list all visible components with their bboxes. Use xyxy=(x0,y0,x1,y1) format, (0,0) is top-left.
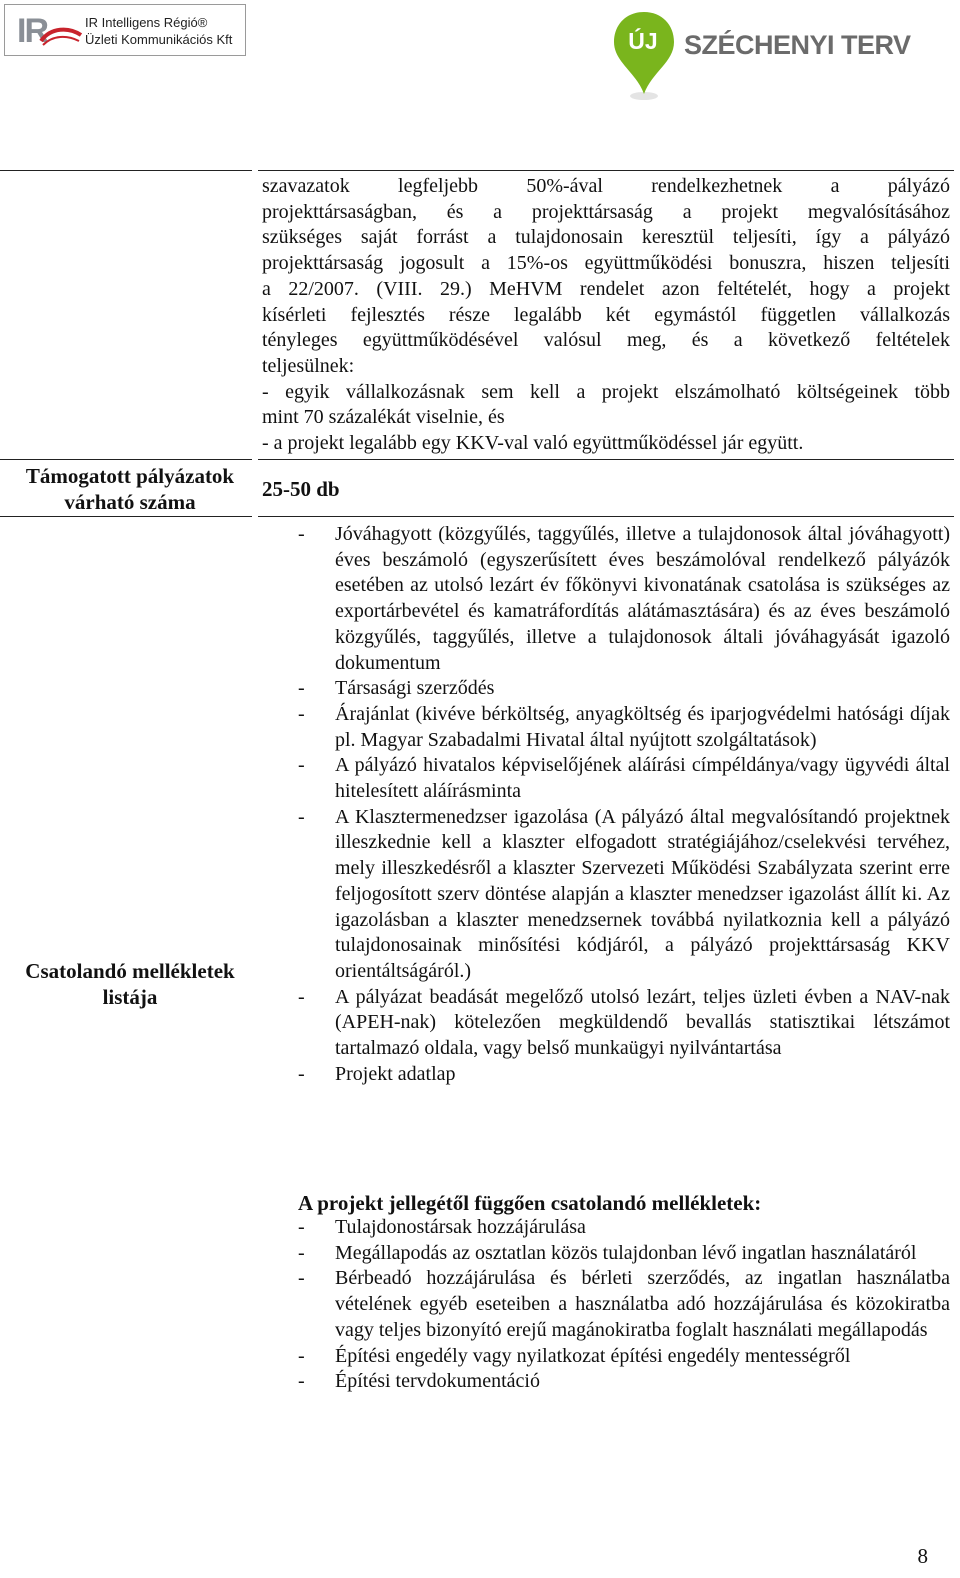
attachments-label: Csatolandó mellékletek listája xyxy=(25,959,235,1009)
list-item xyxy=(298,522,950,676)
list-dash: - xyxy=(298,985,305,1008)
intro-line: a 22/2007. (VIII. 29.) MeHVM rendelet azon feltételét, hogy a projekt xyxy=(262,277,950,300)
szechenyi-badge: ÚJ xyxy=(628,28,658,54)
ir-logo-line2: Üzleti Kommunikációs Kft xyxy=(85,32,233,47)
list-dash: - xyxy=(298,1267,305,1290)
map-pin-icon xyxy=(612,10,676,102)
conditional-attachments-list xyxy=(298,1215,950,1395)
list-item xyxy=(298,1062,950,1088)
row-divider-left-2 xyxy=(0,516,252,517)
intro-line: - egyik vállalkozásnak sem kell a projekt elszámolható költségeinek több xyxy=(262,380,950,403)
supported-count-value: 25-50 db xyxy=(262,477,340,501)
intro-line: szavazatok legfeljebb 50%-ával rendelkezhetnek a pályázó xyxy=(262,175,950,197)
list-item xyxy=(298,702,950,753)
list-dash: - xyxy=(298,1216,305,1238)
ir-logo-line1: IR Intelligens Régió® xyxy=(85,15,208,30)
intro-line: tényleges együttműködésével valósul meg, és a következő feltételek xyxy=(262,329,950,352)
intro-line: kísérleti fejlesztés része legalább két egymástól független vállalkozás xyxy=(262,303,950,326)
list-item xyxy=(298,1241,950,1267)
list-dash: - xyxy=(298,1370,305,1393)
intro-paragraph xyxy=(262,174,950,457)
list-item-text: Társasági szerződés xyxy=(335,677,495,700)
list-item xyxy=(298,1266,950,1343)
supported-count-label: Támogatott pályázatok várható száma xyxy=(25,464,235,514)
list-item xyxy=(298,985,950,1062)
intro-line: szükséges saját forrást a tulajdonosain keresztül teljesíti, így a pályázó xyxy=(262,226,950,249)
list-item-text: Projekt adatlap xyxy=(335,1062,456,1085)
list-dash: - xyxy=(298,702,305,725)
szechenyi-terv-logo xyxy=(612,10,912,102)
intro-line: - a projekt legalább egy KKV-val való együttműködéssel jár együtt. xyxy=(262,432,804,455)
list-item-text: A Klasztermenedzser igazolása (A pályázó által megvalósítandó projektnek illeszkednie kell a klaszter elfogadott stratégiájához/cselekvési tervéhez, mely illeszkedésről a klaszter Szervezeti Működési Szabályzata szerint erre feljogosított szerv döntése alapján a klaszter menedzser igazolást állít ki. Az igazolásban a klaszter menedzsernek továbbá nyilatkoznia kell a pályázó tulajdonosainak minősítési kódjáról, a pályázó projekttársaság KKV orientáltságáról.) xyxy=(335,805,950,982)
list-item-text: A pályázó hivatalos képviselőjének aláírási címpéldánya/vagy ügyvédi által hitelesített aláírásminta xyxy=(335,754,950,803)
list-item xyxy=(298,805,950,985)
ir-logo xyxy=(4,4,246,56)
list-item xyxy=(298,1344,950,1370)
table-top-rule-left xyxy=(0,170,252,171)
list-item-text: Bérbeadó hozzájárulása és bérleti szerződés, az ingatlan használatba vételének egyéb eseteiben a használatba adó hozzájárulása és közokiratba vagy teljes bizonyító erejű magánokiratba foglalt használati megállapodás xyxy=(335,1267,950,1341)
list-item-text: Jóváhagyott (közgyűlés, taggyűlés, illetve a tulajdonosok által jóváhagyott) éves beszámoló (egyszerűsített éves beszámolóval rendelkező pályázók esetében az utolsó lezárt év főkönyvi kivonatának csatolása is szükséges az exportárbevétel és kamatráfordítás alátámasztására) és az éves beszámoló közgyűlés, taggyűlés, illetve a tulajdonosok általi jóváhagyását igazoló dokumentum xyxy=(335,523,950,674)
list-dash: - xyxy=(298,523,305,545)
list-item xyxy=(298,1369,950,1395)
list-item xyxy=(298,676,950,702)
intro-line: projekttársaság jogosult a 15%-os együttműködési bonuszra, hiszen teljesíti xyxy=(262,252,950,275)
row-divider-right-1 xyxy=(258,459,954,460)
row-divider-right-2 xyxy=(258,516,954,517)
intro-line: projekttársaságban, és a projekttársaság a projekt megvalósításához xyxy=(262,200,950,223)
list-dash: - xyxy=(298,677,305,700)
list-item-text: A pályázat beadását megelőző utolsó lezárt, teljes üzleti évben a NAV-nak (APEH-nak) kötelezően megküldendő bevallás statisztikai létszámot tartalmazó oldala, vagy belső munkaügyi nyilvántartása xyxy=(335,985,950,1060)
red-swoosh-icon xyxy=(39,25,83,49)
list-item xyxy=(298,753,950,804)
list-item-text: Tulajdonostársak hozzájárulása xyxy=(335,1216,586,1238)
intro-line: mint 70 százalékát viselnie, és xyxy=(262,406,505,429)
conditional-attachments-heading: A projekt jellegétől függően csatolandó mellékletek: xyxy=(298,1191,762,1215)
szechenyi-title: SZÉCHENYI TERV xyxy=(684,30,911,60)
list-dash: - xyxy=(298,1344,305,1367)
list-item-text: Építési engedély vagy nyilatkozat építési engedély mentességről xyxy=(335,1344,851,1367)
page-number: 8 xyxy=(917,1544,928,1568)
list-dash: - xyxy=(298,1241,305,1264)
row-divider-left-1 xyxy=(0,459,252,460)
list-item-text: Építési tervdokumentáció xyxy=(335,1370,540,1393)
list-dash: - xyxy=(298,754,305,777)
list-dash: - xyxy=(298,1062,305,1085)
list-item-text: Árajánlat (kivéve bérköltség, anyagköltség és iparjogvédelmi hatósági díjak pl. Magyar Szabadalmi Hivatal által nyújtott szolgáltatások) xyxy=(335,702,950,751)
list-dash: - xyxy=(298,805,305,828)
ir-logo-mark: IR xyxy=(17,12,47,50)
list-item xyxy=(298,1215,950,1241)
attachments-list xyxy=(298,522,950,1087)
intro-line: teljesülnek: xyxy=(262,354,355,377)
table-top-rule-right xyxy=(258,170,954,171)
list-item-text: Megállapodás az osztatlan közös tulajdonban lévő ingatlan használatáról xyxy=(335,1241,917,1264)
